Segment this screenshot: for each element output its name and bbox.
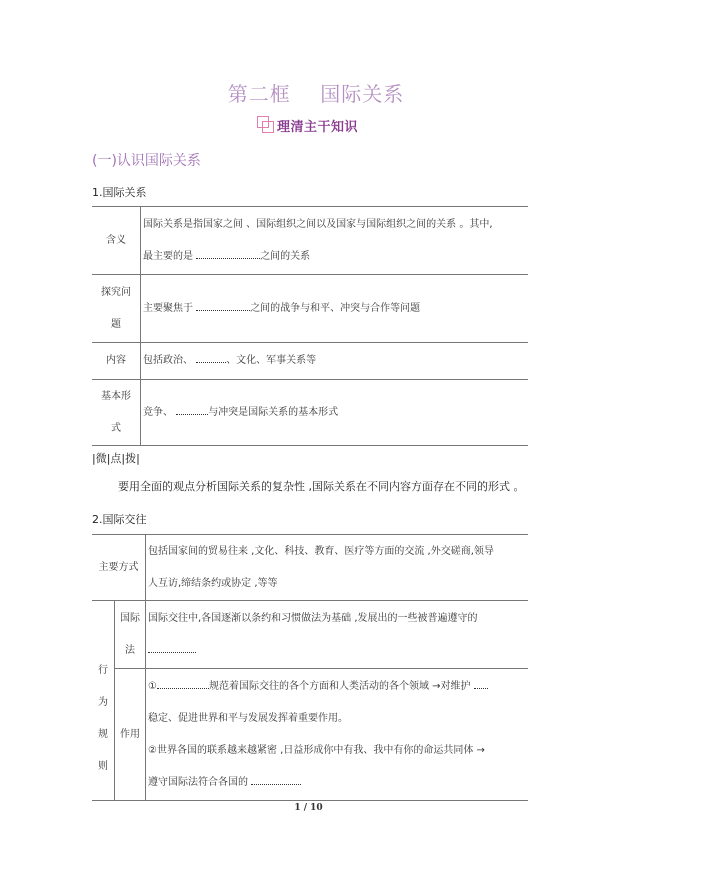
content-line: 国际关系是指国家之间 、国际组织之间以及国家与国际组织之间的关系 。其中, (143, 218, 493, 230)
table-row (92, 535, 528, 601)
intl-exchange-table (92, 534, 528, 801)
table-row (92, 380, 528, 446)
intl-relations-table (92, 206, 528, 446)
row-label: 探究问 题 (92, 275, 141, 343)
content-line: 最主要的是 之间的关系 (143, 241, 528, 273)
table-row (92, 343, 528, 380)
section-banner (257, 114, 358, 136)
banner-text: 理清主干知识 (277, 119, 359, 135)
fill-blank (196, 248, 260, 259)
subsection-heading: (一)认识国际关系 (92, 153, 201, 169)
row-content (141, 207, 529, 275)
row-content: 包括政治、 、文化、军事关系等 (141, 343, 529, 380)
rules-label: 行 为 规 则 (92, 601, 115, 801)
tip-label: |微|点|拨| (92, 452, 140, 465)
table-row (92, 207, 528, 275)
fill-blank (196, 352, 226, 363)
row-label: 内容 (92, 343, 141, 380)
fill-blank (196, 300, 250, 311)
fill-blank (148, 642, 196, 653)
row-content: 国际交往中,各国逐渐以条约和习惯做法为基础 ,发展出的一些被普遍遵守的 (146, 601, 529, 669)
row-content: 主要聚焦于 之间的战争与和平、冲突与合作等问题 (141, 275, 529, 343)
fill-blank (157, 678, 209, 689)
section2-heading: 2.国际交往 (92, 513, 147, 526)
fill-blank (251, 774, 301, 785)
intl-law-label: 国际 法 (115, 601, 146, 669)
table-row (92, 669, 528, 801)
row-content: 包括国家间的贸易往来 ,文化、科技、教育、医疗等方面的交流 ,外交磋商,领导 人互访,缔结条约或协定 ,等等 (146, 535, 529, 601)
row-label: 主要方式 (92, 535, 146, 601)
row-label: 基本形 式 (92, 380, 141, 446)
tip-text: 要用全面的观点分析国际关系的复杂性 ,国际关系在不同内容方面存在不同的形式 。 (118, 480, 525, 493)
page-title: 第二框 国际关系 (227, 82, 405, 106)
table-row (92, 275, 528, 343)
section1-heading: 1.国际关系 (92, 186, 147, 199)
row-label: 含义 (92, 207, 141, 275)
table-row (92, 601, 528, 669)
fill-blank (474, 678, 488, 689)
role-label: 作用 (115, 669, 146, 801)
row-content: ① 规范着国际交往的各个方面和人类活动的各个领域 →对维护 稳定、促进世界和平与发展发挥着重要作用。 ②世界各国的联系越来越紧密 ,日益形成你中有我、我中有你的命运共同体 → 遵守国际法符合各国的 (146, 669, 529, 801)
fill-blank (176, 404, 208, 415)
overlapping-squares-icon (257, 116, 275, 134)
row-content: 竞争、 与冲突是国际关系的基本形式 (141, 380, 529, 446)
page-number: 1 / 10 (294, 803, 323, 813)
